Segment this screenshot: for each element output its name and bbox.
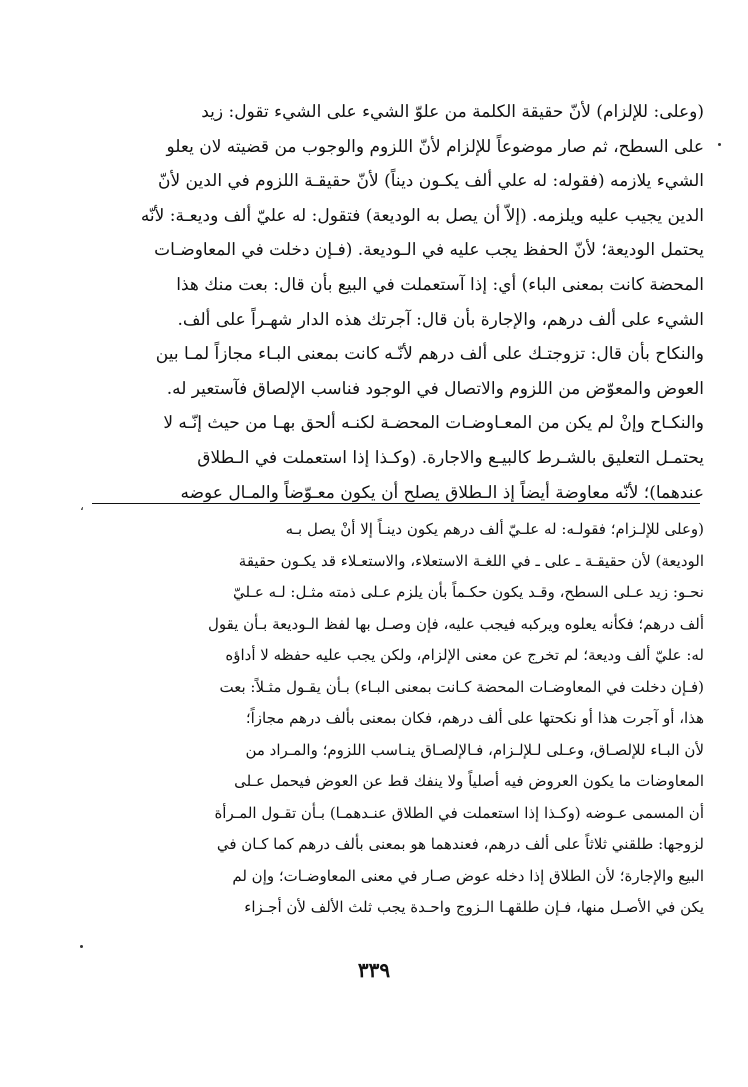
commentary-block bbox=[92, 514, 704, 924]
commentary-line: يكن في الأصـل منها، فـإن طلقهـا الـزوج واحـدة يجب ثلث الألف لأن أجـزاء bbox=[244, 898, 704, 916]
commentary-line: (فـإن دخلت في المعاوضـات المحضة كـانت بمعنى البـاء) بـأن يقـول مثـلاً: بعت bbox=[219, 677, 704, 696]
commentary-line: نحـو: زيد عـلى السطح، وقـد يكون حكـماً بأن يلزم عـلى ذمته مثـل: لـه عـليّ bbox=[233, 583, 704, 601]
main-text-line: عندهما)؛ لأنّه معاوضة أيضاً إذ الـطلاق يصلح أن يكون معـوّضاً والمـال عوضه bbox=[180, 482, 704, 503]
main-text-line: الشيء على ألف درهم، والإجارة بأن قال: آجرتك هذه الدار شهـراً على ألف. bbox=[177, 309, 704, 330]
main-text-line: الشيء يلازمه (فقوله: له علي ألف يكـون ديناً) لأنّ حقيقـة اللزوم في الدين لأنّ bbox=[157, 171, 704, 192]
commentary-line: أن المسمى عـوضه (وكـذا إذا استعملت في الطلاق عنـدهمـا) بـأن تقـول المـرأة bbox=[214, 803, 704, 822]
scan-speck bbox=[80, 945, 83, 948]
commentary-line: المعاوضات ما يكون العروض فيه أصلياً ولا ينفك قط عن العوض فيحمل عـلى bbox=[234, 772, 704, 790]
main-text-block bbox=[92, 95, 704, 510]
scan-speck bbox=[718, 143, 721, 146]
main-text-line: المحضة كانت بمعنى الباء) أي: إذا آستعملت في البيع بأن قال: بعت منك هذا bbox=[176, 274, 704, 295]
main-text-line: (وعلى: للإلزام) لأنّ حقيقة الكلمة من علوّ الشيء على الشيء تقول: زيد bbox=[201, 102, 704, 122]
main-text-line: والنكـاح وإنْ لم يكن من المعـاوضـات المحضـة لكنـه ألحق بهـا من حيث إنّـه لا bbox=[163, 413, 704, 434]
main-text-line: على السطح، ثم صار موضوعاً للإلزام لأنّ اللزوم والوجوب من قضيته لان يعلو bbox=[166, 136, 704, 157]
commentary-line: له: عليّ ألف وديعة؛ لم تخرج عن معنى الإلزام، ولكن يجب عليه حفظه لا أداؤه bbox=[225, 646, 704, 664]
main-text-line: يحتمل الوديعة؛ لأنّ الحفظ يجب عليه في الـوديعة. (فـإن دخلت في المعاوضـات bbox=[154, 240, 704, 261]
page-number: ٣٣٩ bbox=[357, 958, 391, 982]
commentary-line: ألف درهم؛ فكأنه يعلوه ويركبه فيجب عليه، فإن وصـل بها لفظ الـوديعة بـأن يقول bbox=[207, 614, 704, 633]
commentary-line: هذا، أو آجرت هذا أو نكحتها على ألف درهم، فكان بمعنى بألف درهم مجازاً؛ bbox=[245, 709, 704, 727]
divider-mark: ، bbox=[80, 499, 84, 513]
main-text-line: الدين يجيب عليه ويلزمه. (إلاّ أن يصل به الوديعة) فتقول: له عليّ ألف وديعـة: لأنّه bbox=[140, 205, 704, 226]
commentary-line: الوديعة) لأن حقيقـة ـ على ـ في اللغـة الاستعلاء، والاستعـلاء قد يكـون حقيقة bbox=[238, 551, 704, 570]
main-text-line: العوض والمعوّض من اللزوم والاتصال في الوجود فناسب الإلصاق فآستعير له. bbox=[166, 378, 704, 399]
footnote-divider bbox=[92, 503, 700, 504]
main-text-line: والنكاح بأن قال: تزوجتـك على ألف درهم لأنّـه كانت بمعنى البـاء مجازاً لمـا بين bbox=[155, 344, 704, 365]
commentary-line: لزوجها: طلقني ثلاثاً على ألف درهم، فعندهما هو بمعنى بألف درهم كما كـان في bbox=[216, 835, 704, 853]
commentary-line: لأن البـاء للإلصـاق، وعـلى لـلإلـزام، فـالإلصـاق ينـاسب اللزوم؛ والمـراد من bbox=[245, 740, 704, 759]
commentary-line: (وعلى للإلـزام؛ فقولـه: له علـيّ ألف درهم يكون دينـاً إلا أنْ يصل بـه bbox=[285, 520, 704, 538]
commentary-line: البيع والإجارة؛ لأن الطلاق إذا دخله عوض صـار في معنى المعاوضـات؛ وإن لم bbox=[232, 866, 704, 885]
main-text-line: يحتمـل التعليق بالشـرط كالبيـع والاجارة. (وكـذا إذا استعملت في الـطلاق bbox=[197, 447, 704, 468]
